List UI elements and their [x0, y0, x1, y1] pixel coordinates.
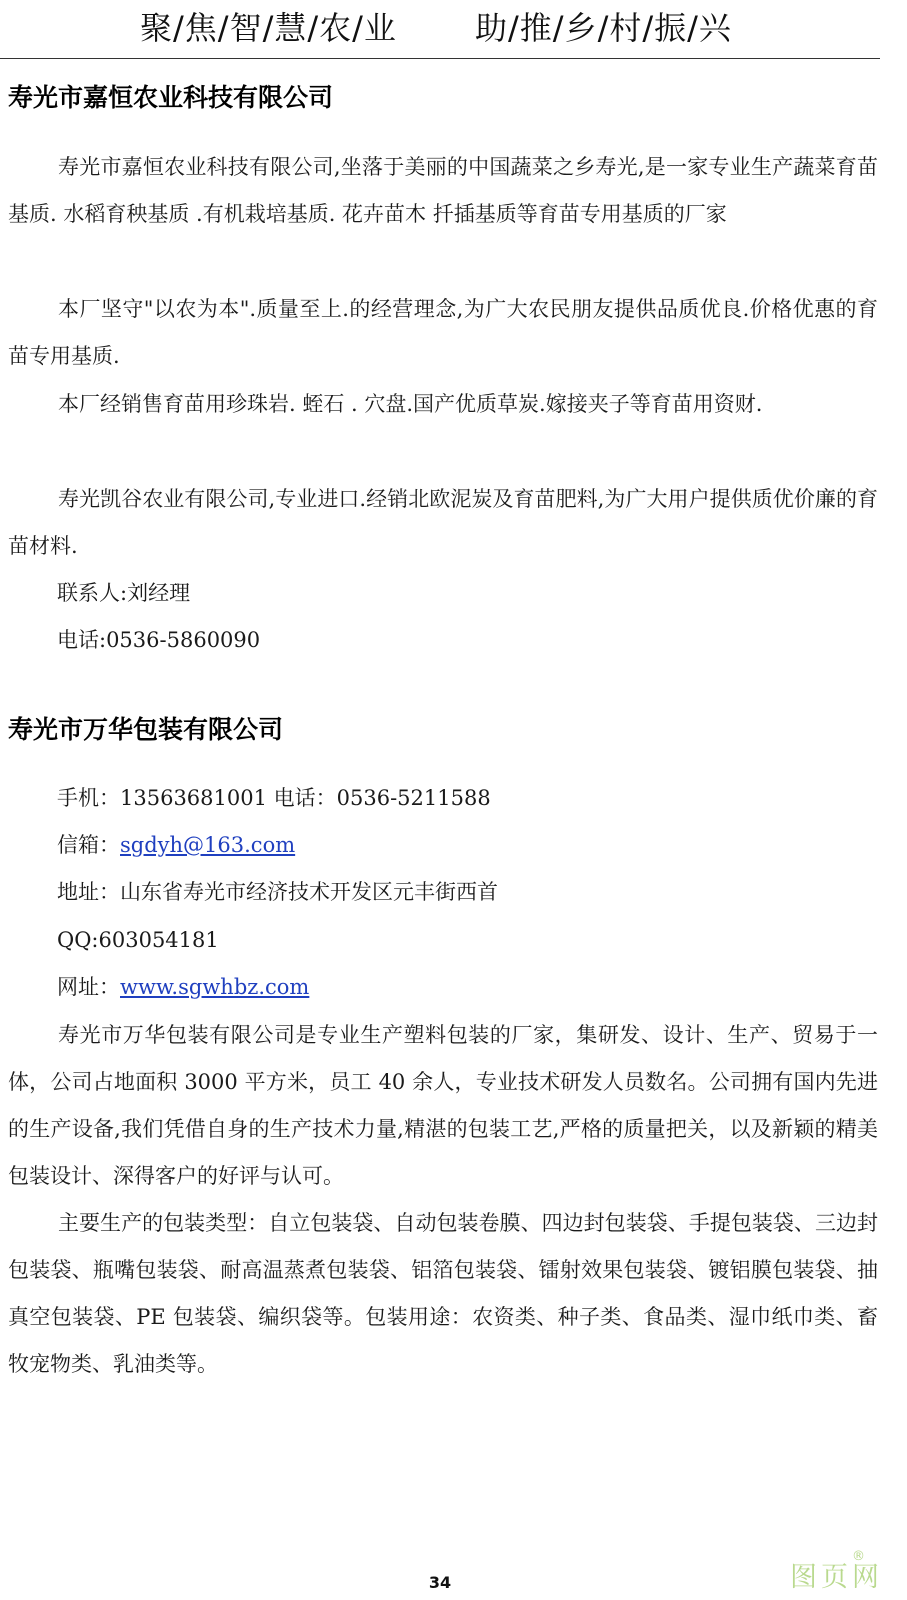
company2-title: 寿光市万华包装有限公司 — [8, 715, 284, 744]
company1-title: 寿光市嘉恒农业科技有限公司 — [8, 83, 334, 112]
company1-philosophy-paragraph: 本厂坚守"以农为本".质量至上.的经营理念,为广大农民朋友提供品质优良.价格优惠的育苗专用基质. — [8, 297, 878, 368]
company1-products-paragraph: 本厂经销售育苗用珍珠岩. 蛭石 . 穴盘.国产优质草炭.嫁接夹子等育苗用资财. — [58, 392, 763, 416]
registered-mark-icon: ® — [852, 1549, 865, 1564]
company1-phone: 电话:0536-5860090 — [57, 628, 261, 652]
company2-address: 地址：山东省寿光市经济技术开发区元丰街西首 — [57, 880, 498, 904]
company1-intro-paragraph: 寿光市嘉恒农业科技有限公司,坐落于美丽的中国蔬菜之乡寿光,是一家专业生产蔬菜育苗基质. 水稻育秧基质 .有机栽培基质. 花卉苗木 扦插基质等育苗专用基质的厂家 — [8, 155, 878, 226]
company2-qq: QQ:603054181 — [57, 928, 219, 952]
company2-products-paragraph: 主要生产的包装类型：自立包装袋、自动包装卷膜、四边封包装袋、手提包装袋、三边封包装袋、瓶嘴包装袋、耐高温蒸煮包装袋、铝箔包装袋、镭射效果包装袋、镀铝膜包装袋、抽真空包装袋、PE 包装袋、编织袋等。包装用途：农资类、种子类、食品类、湿巾纸巾类、畜牧宠物类、乳油类等。 — [8, 1211, 878, 1376]
email-label: 信箱： — [57, 833, 120, 857]
website-link[interactable]: www.sgwhbz.com — [120, 975, 310, 999]
email-link[interactable]: sgdyh@163.com — [120, 833, 296, 857]
header-slogan-left: 聚/焦/智/慧/农/业 — [140, 9, 397, 47]
company2-website-line — [57, 972, 309, 1002]
company2-intro-paragraph: 寿光市万华包装有限公司是专业生产塑料包装的厂家，集研发、设计、生产、贸易于一体，公司占地面积 3000 平方米，员工 40 余人，专业技术研发人员数名。公司拥有国内先进的生产设备,我们凭借自身的生产技术力量,精湛的包装工艺,严格的质量把关，以及新颖的精美包装设计、深得客户的好评与认可。 — [8, 1023, 878, 1188]
header-slogan-right: 助/推/乡/村/振/兴 — [475, 9, 732, 47]
company2-phone-line: 手机：13563681001 电话：0536-5211588 — [57, 786, 491, 810]
site-watermark: 图页网 — [790, 1562, 883, 1593]
website-label: 网址： — [57, 975, 120, 999]
page-header — [0, 0, 880, 59]
page-number: 34 — [428, 1573, 452, 1592]
company1-partner-paragraph: 寿光凯谷农业有限公司,专业进口.经销北欧泥炭及育苗肥料,为广大用户提供质优价廉的育苗材料. — [8, 487, 878, 558]
company1-contact-person: 联系人:刘经理 — [57, 581, 191, 605]
company2-email-line — [57, 830, 295, 860]
